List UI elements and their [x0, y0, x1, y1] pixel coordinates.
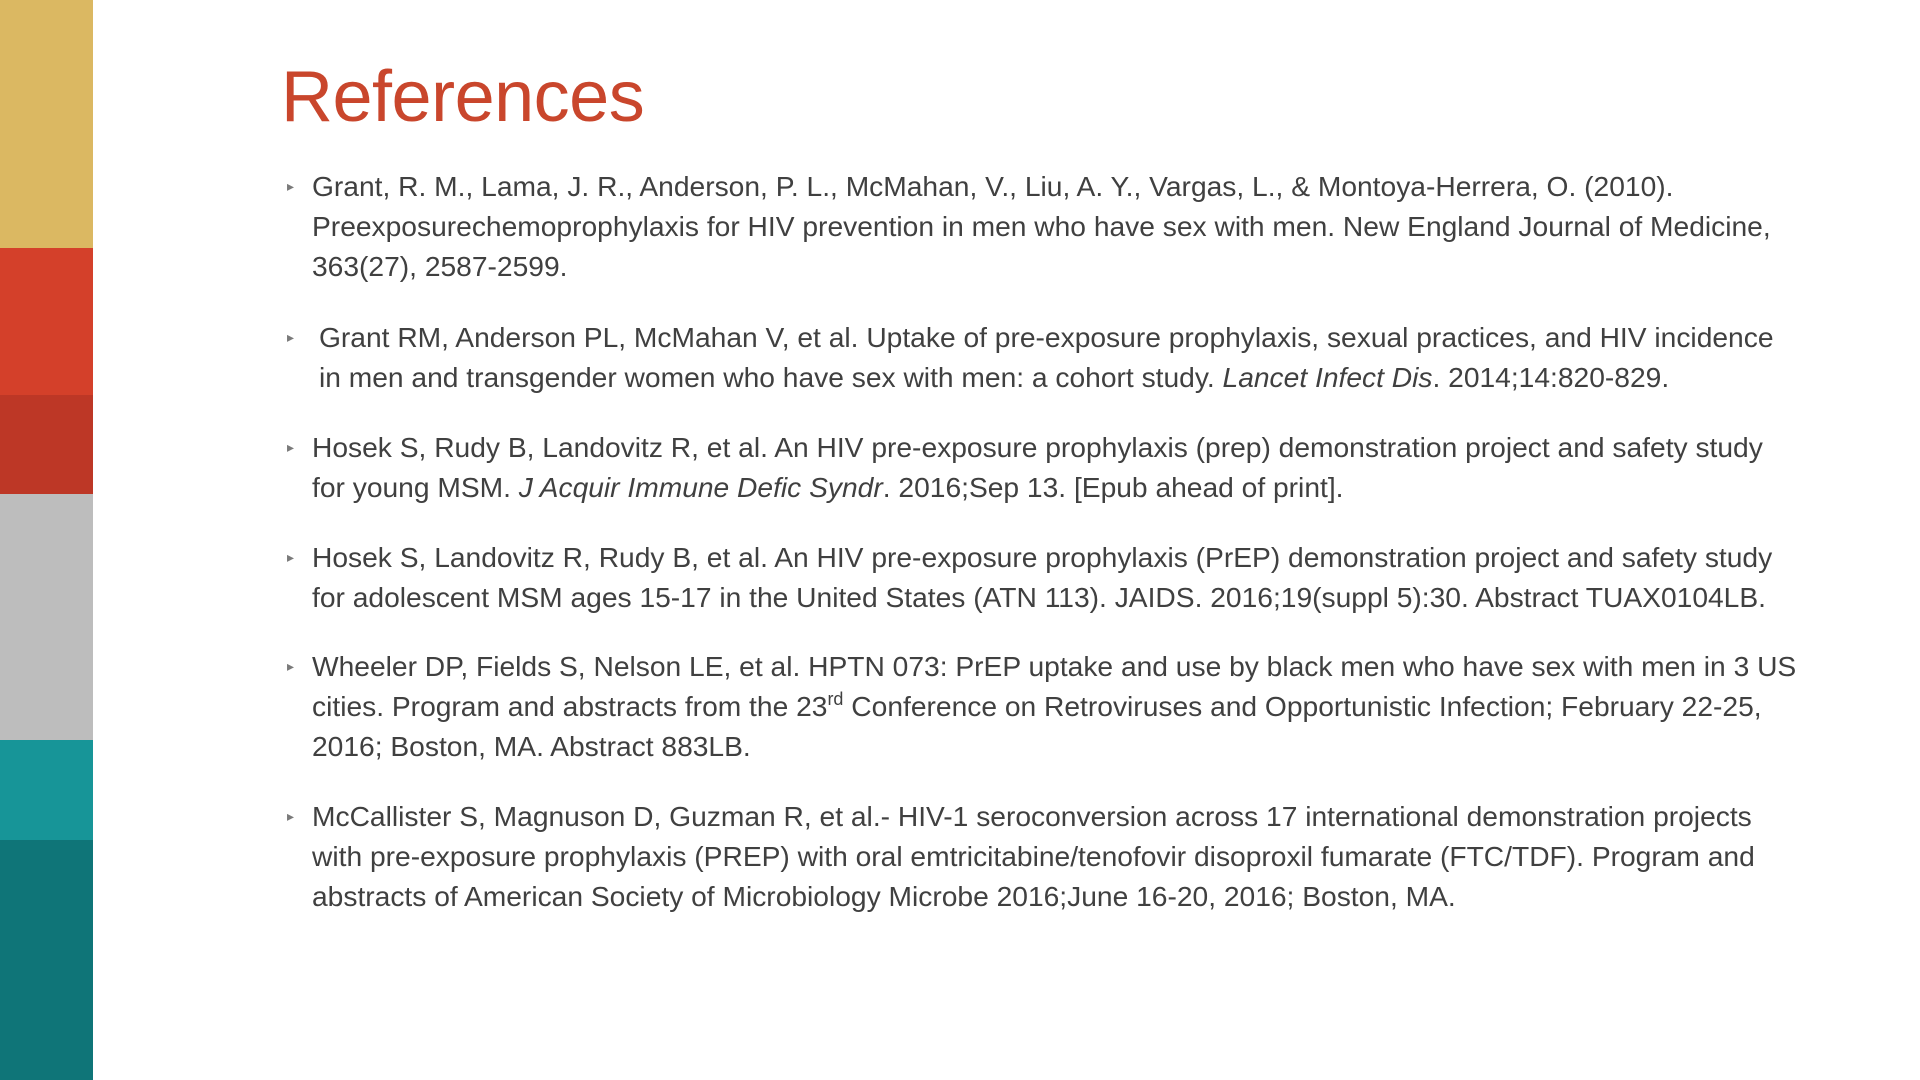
- color-bar-segment-dark-red: [0, 395, 93, 494]
- reference-text: Grant, R. M., Lama, J. R., Anderson, P. L., McMahan, V., Liu, A. Y., Vargas, L., & Montoya-Herrera, O. (2010). Preexposurechemoprophylaxis for HIV prevention in men who have sex with men. New England Journal of Medicine, 363(27), 2587-2599.: [312, 170, 1771, 282]
- color-bar-segment-gold: [0, 0, 93, 248]
- reference-text: Wheeler DP, Fields S, Nelson LE, et al. HPTN 073: PrEP uptake and use by black men who have sex with men in 3 US cities. Program and abstracts from the 23: [312, 650, 1797, 722]
- triangle-right-icon: ▸: [287, 178, 295, 194]
- reference-text: McCallister S, Magnuson D, Guzman R, et al.- HIV-1 seroconversion across 17 international demonstration projects with pre-exposure prophylaxis (PREP) with oral emtricitabine/tenofovir disoproxil fumarate (FTC/TDF). Program and abstracts of American Society of Microbiology Microbe 2016;June 16-20, 2016; Boston, MA.: [312, 800, 1755, 912]
- reference-text: Grant RM, Anderson PL, McMahan V, et al. Uptake of pre-exposure prophylaxis, sexual practices, and HIV incidence in men and transgender women who have sex with men: a cohort study.: [319, 321, 1774, 393]
- reference-list: [281, 166, 1801, 916]
- slide-title: References: [281, 57, 645, 137]
- reference-text-tail: . 2016;Sep 13. [Epub ahead of print].: [882, 471, 1344, 503]
- reference-item: [281, 646, 1801, 766]
- color-bar-segment-gray: [0, 494, 93, 740]
- reference-item: [281, 166, 1801, 286]
- reference-item: [281, 796, 1801, 916]
- journal-name: J Acquir Immune Defic Syndr: [518, 471, 883, 503]
- triangle-right-icon: ▸: [287, 658, 295, 674]
- reference-item: [281, 317, 1801, 397]
- reference-text-tail: . 2014;14:820-829.: [1432, 361, 1670, 393]
- reference-text: Hosek S, Rudy B, Landovitz R, et al. An HIV pre-exposure prophylaxis (prep) demonstration project and safety study for young MSM.: [312, 431, 1763, 503]
- decorative-color-bar: [0, 0, 93, 1080]
- reference-item: [281, 537, 1801, 617]
- color-bar-segment-red: [0, 248, 93, 395]
- triangle-right-icon: ▸: [287, 329, 295, 345]
- ordinal-superscript: rd: [827, 689, 844, 709]
- color-bar-segment-teal: [0, 740, 93, 840]
- triangle-right-icon: ▸: [287, 549, 295, 565]
- reference-text-tail: Conference on Retroviruses and Opportunistic Infection; February 22-25, 2016; Boston, MA. Abstract 883LB.: [312, 690, 1762, 762]
- reference-text: Hosek S, Landovitz R, Rudy B, et al. An HIV pre-exposure prophylaxis (PrEP) demonstration project and safety study for adolescent MSM ages 15-17 in the United States (ATN 113). JAIDS. 2016;19(suppl 5):30. Abstract TUAX0104LB.: [312, 541, 1773, 613]
- triangle-right-icon: ▸: [287, 808, 295, 824]
- reference-item: [281, 427, 1801, 507]
- color-bar-segment-dark-teal: [0, 840, 93, 1080]
- triangle-right-icon: ▸: [287, 439, 295, 455]
- journal-name: Lancet Infect Dis: [1222, 361, 1433, 393]
